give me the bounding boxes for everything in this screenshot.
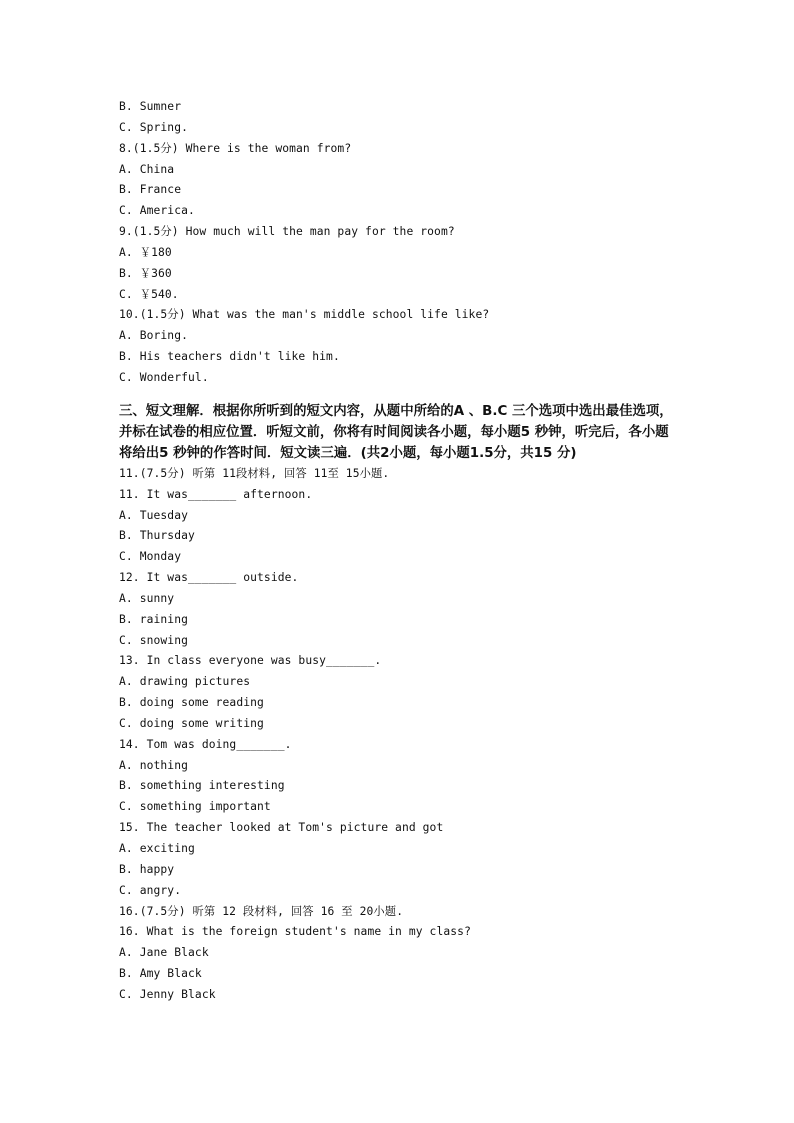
question-line: 16. What is the foreign student's name in my class? [119,925,471,939]
question-line: 13. In class everyone was busy_______. [119,654,382,668]
option-line: A. China [119,162,175,176]
option-line: B. His teachers didn't like him. [119,350,340,364]
option-line: A. Jane Black [119,946,209,960]
option-line: C. Monday [119,550,182,564]
instruction-line: 16.(7.5分) 听第 12 段材料, 回答 16 至 20小题. [119,904,404,918]
option-line: B. France [119,183,182,197]
option-line: C. Spring. [119,120,189,134]
option-line: B. something interesting [119,779,285,793]
option-line: C. ￥540. [119,287,179,301]
question-line: 10.(1.5分) What was the man's middle school life like? [119,308,490,322]
option-line: A. nothing [119,758,189,772]
option-line: B. doing some reading [119,696,264,710]
section-heading: 三、短文理解．根据你所听到的短文内容，从题中所给的A 、B.C 三个选项中选出最佳选项，并标在试卷的相应位置．听短文前，你将有时间阅读各小题，每小题5 秒钟，听完后，各小题将给出5 秒钟的作答时间．短文读三遍．(共2小题，每小题1.5分，共15 分) [119,403,673,461]
question-line: 15. The teacher looked at Tom's picture and got [119,821,444,835]
question-line: 9.(1.5分) How much will the man pay for the room? [119,225,455,239]
questions-part-a [119,97,689,389]
option-line: C. Wonderful. [119,370,209,384]
option-line: B. raining [119,612,189,626]
option-line: B. Sumner [119,100,182,113]
question-line: 14. Tom was doing_______. [119,737,292,751]
option-line: A. ￥180 [119,245,172,259]
option-line: C. something important [119,800,271,814]
option-line: C. snowing [119,633,189,647]
option-line: C. Jenny Black [119,987,216,1001]
document-page [119,97,689,1006]
option-line: B. Amy Black [119,967,202,981]
question-line: 12. It was_______ outside. [119,571,299,585]
option-line: C. America. [119,204,195,218]
instruction-line: 11.(7.5分) 听第 11段材料, 回答 11至 15小题. [119,466,390,480]
option-line: B. Thursday [119,529,195,543]
questions-part-b [119,464,689,1006]
option-line: A. exciting [119,842,195,855]
option-line: A. drawing pictures [119,675,251,689]
option-line: A. Boring. [119,329,189,343]
option-line: C. doing some writing [119,716,264,730]
question-line: 11. It was_______ afternoon. [119,487,313,501]
question-line: 8.(1.5分) Where is the woman from? [119,141,352,155]
option-line: C. angry. [119,883,182,897]
option-line: B. happy [119,862,175,876]
option-line: A. Tuesday [119,508,189,522]
option-line: B. ￥360 [119,266,172,280]
option-line: A. sunny [119,591,175,605]
